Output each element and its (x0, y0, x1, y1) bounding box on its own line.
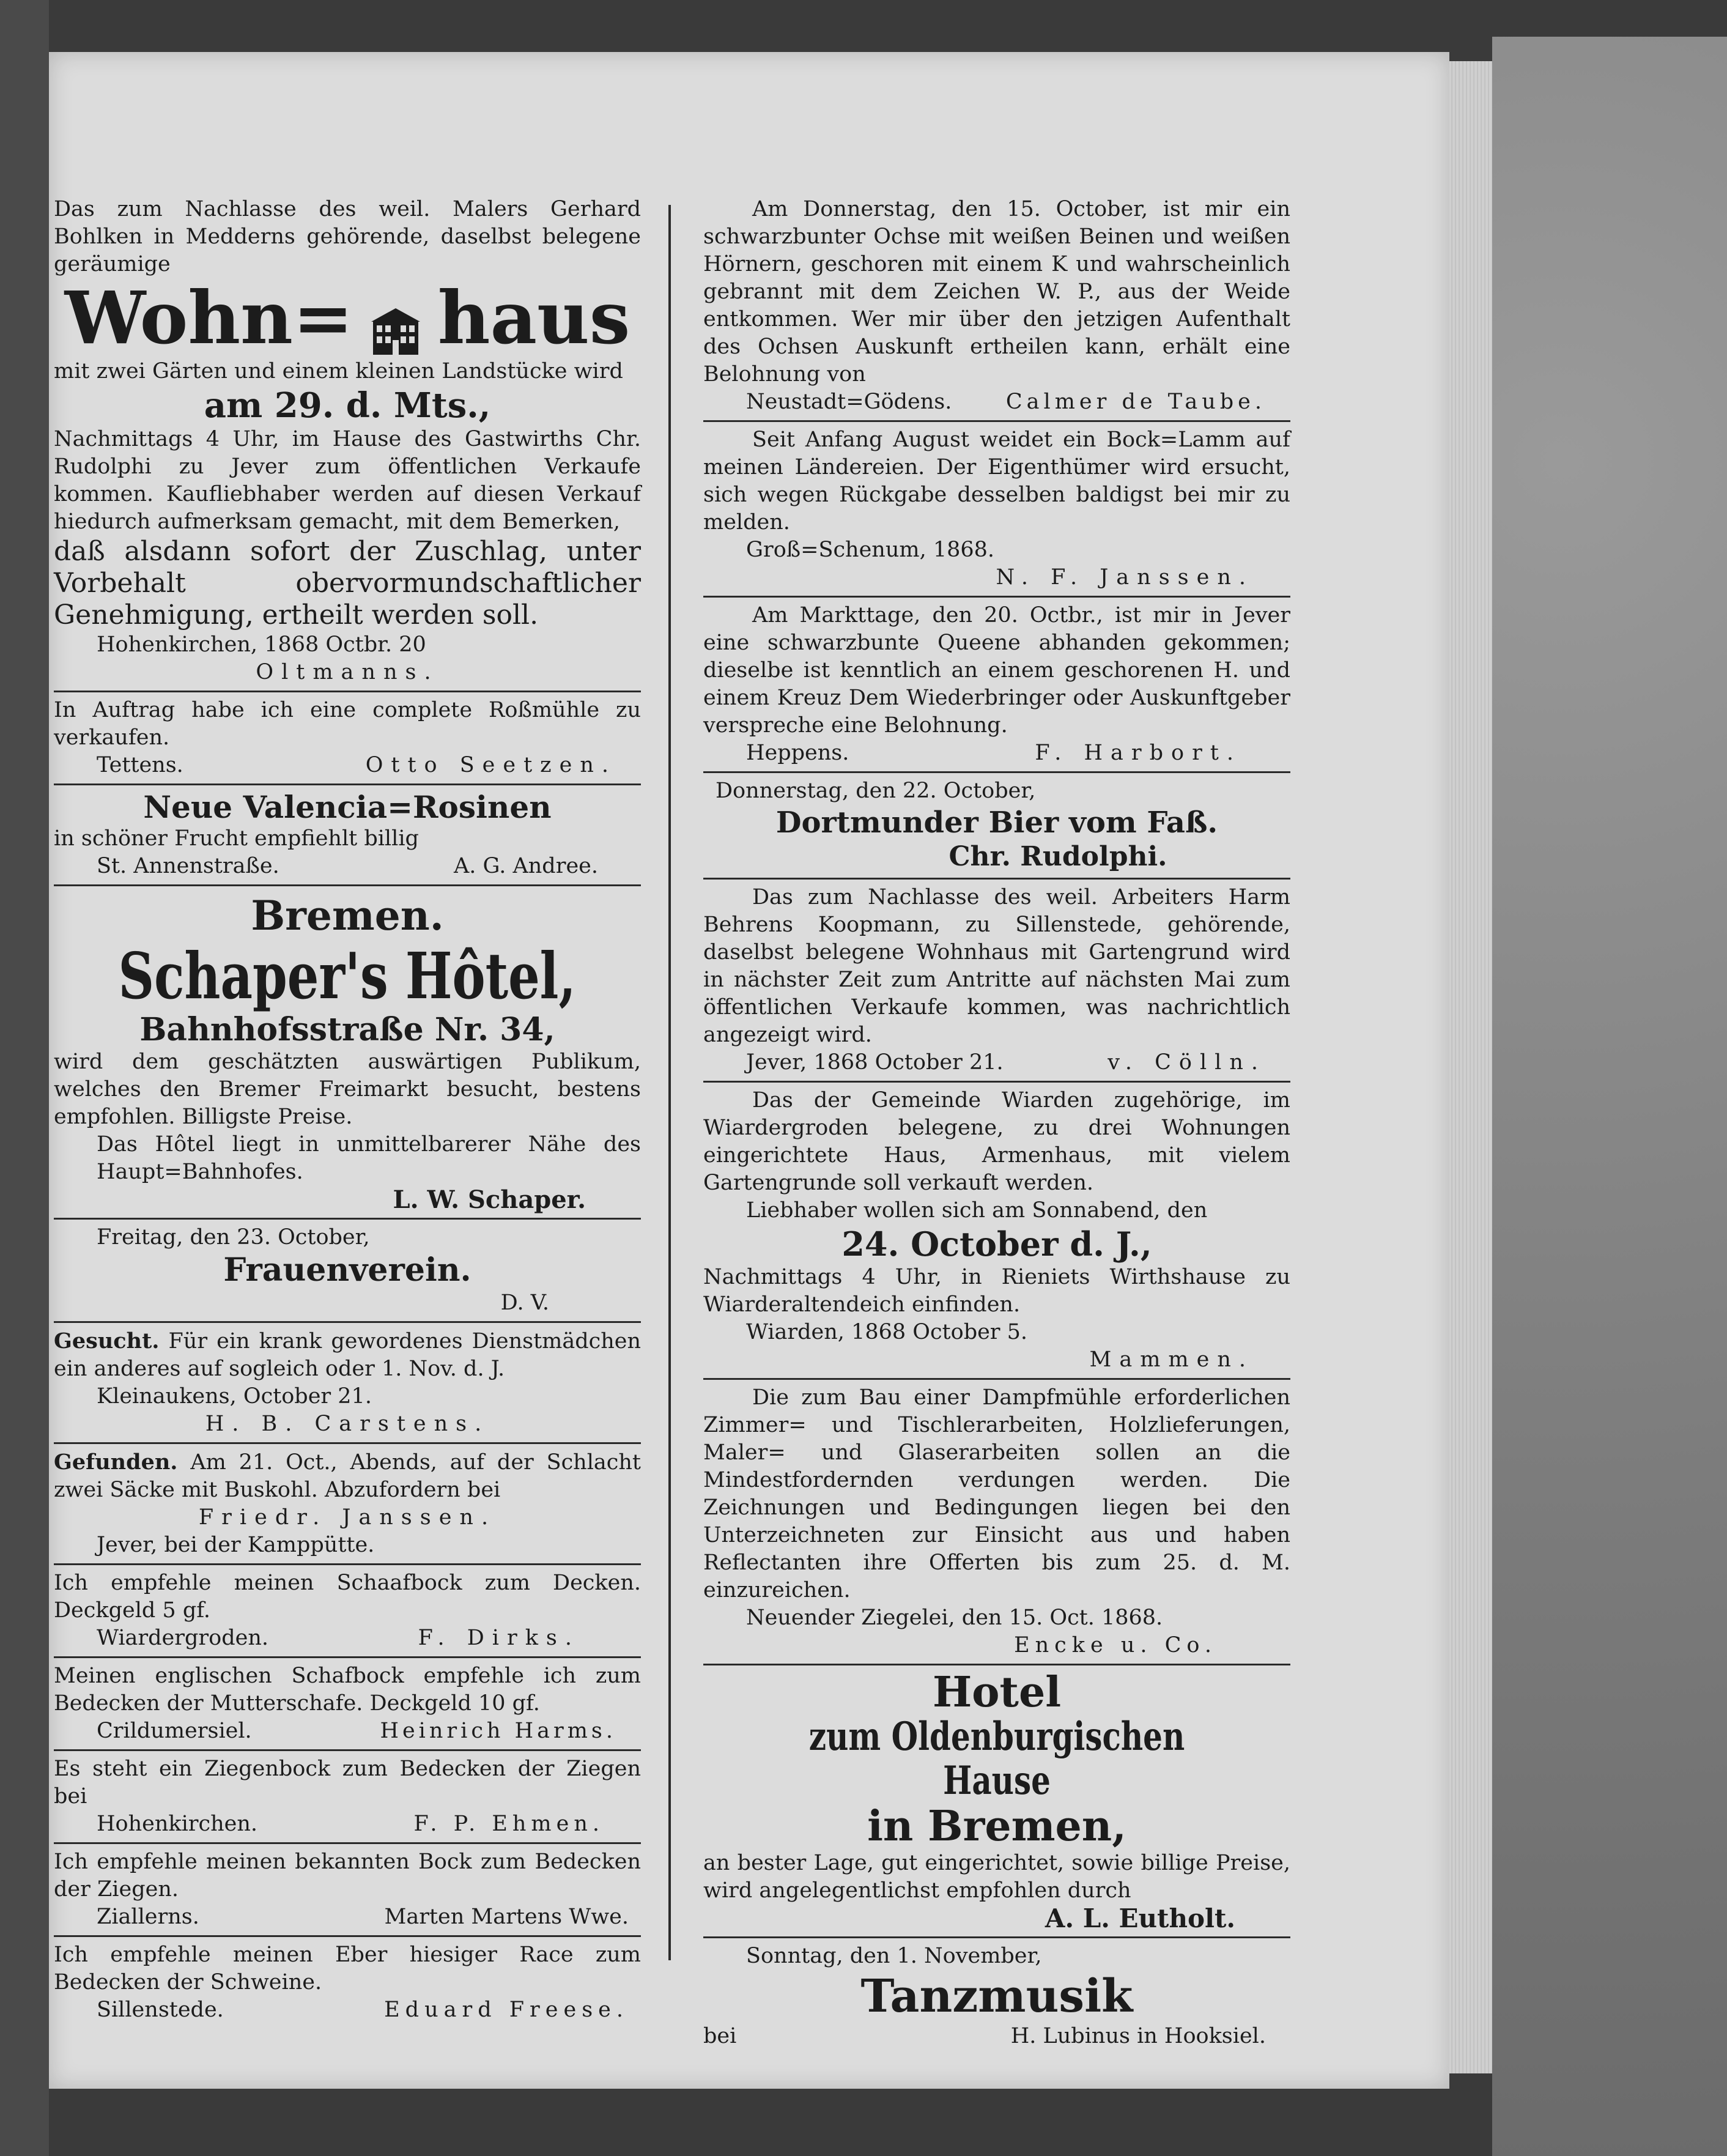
ad-intro: Das zum Nachlasse des weil. Malers Gerhard Bohlken in Medderns gehörende, daselbst belegene geräumige (54, 197, 641, 276)
ad-text: Nachmittags 4 Uhr, im Hause des Gastwirths Chr. Rudolphi zu Jever zum öffentlichen Verkaufe kommen. Kaufliebhaber werden auf diesen Verkauf hiedurch aufmerksam gemacht, mit dem Bemerken, (54, 427, 641, 534)
ad-text: Am Donnerstag, den 15. October, ist mir ein schwarzbunter Ochse mit weißen Beinen und weißen Hörnern, geschoren mit einem K und wahrscheinlich gebrannt mit dem Zeichen W. P., aus der Weide entkommen. Wer mir über den jetzigen Aufenthalt des Ochsen Auskunft ertheilen kann, erhält eine Belohnung von (703, 197, 1290, 387)
ad-divider (703, 771, 1290, 773)
ad-place: Wiardergroden. (97, 1626, 268, 1650)
ad-place: Hohenkirchen. (97, 1812, 258, 1836)
ad-date: Freitag, den 23. October, (97, 1225, 370, 1250)
ad-place: Sillenstede. (97, 1998, 224, 2022)
ad-headline: in Bremen, (867, 1802, 1126, 1851)
ad-text: in schöner Frucht empfiehlt billig (54, 826, 419, 851)
ad-headline: zum Oldenburgischen Hause (808, 1714, 1185, 1804)
page-stack-edge (1449, 61, 1492, 2073)
ad-text: Das der Gemeinde Wiarden zugehörige, im Wiardergroden belegene, zu drei Wohnungen eingerichtete Haus, Armenhaus, mit vielem Gartengrunde soll verkauft werden. (703, 1088, 1290, 1195)
ad-city: Bremen. (251, 892, 444, 939)
column-divider (668, 205, 671, 1960)
scan-left-edge (0, 0, 49, 2156)
ad-divider (703, 1936, 1290, 1938)
ad-signature: Friedr. Janssen. (198, 1505, 497, 1530)
ad-signature: Otto Seetzen. (365, 753, 616, 777)
scan-background-board (1492, 37, 1727, 2156)
ad-place: St. Annenstraße. (97, 854, 279, 878)
ad-place-date: Kleinaukens, October 21. (97, 1384, 372, 1409)
left-column (54, 196, 641, 2024)
ad-signature: v. Cölln. (1108, 1050, 1266, 1075)
ad-text: mit zwei Gärten und einem kleinen Landstücke wird (54, 359, 623, 383)
ad-text: Ich empfehle meinen bekannten Bock zum Bedecken der Ziegen. (54, 1850, 641, 1902)
ad-text: Für ein krank gewordenes Dienstmädchen ein anderes auf sogleich oder 1. Nov. d. J. (54, 1329, 641, 1381)
ad-signature: H. Lubinus in Hooksiel. (1010, 2024, 1266, 2048)
ad-street: Bahnhofsstraße Nr. 34, (139, 1011, 555, 1048)
ad-place: Neustadt=Gödens. (746, 390, 952, 414)
ad-divider (703, 1664, 1290, 1665)
ad-signature: Chr. Rudolphi. (949, 841, 1167, 872)
ad-text: an bester Lage, gut eingerichtet, sowie billige Preise, wird angelegentlichst empfohlen durch (703, 1851, 1290, 1903)
ad-place-date: Jever, 1868 October 21. (746, 1050, 1004, 1075)
ad-signature: F. P. Ehmen. (413, 1812, 604, 1836)
ad-headline: Frauenverein. (223, 1251, 472, 1289)
house-icon (368, 292, 423, 344)
ad-place-date: Hohenkirchen, 1868 Octbr. 20 (97, 632, 426, 657)
ad-divider (703, 596, 1290, 598)
ad-signature: H. B. Carstens. (205, 1412, 490, 1436)
ad-place: Jever, bei der Kamppütte. (97, 1533, 375, 1557)
ad-date: Sonntag, den 1. November, (746, 1944, 1042, 1968)
ad-divider (54, 1749, 641, 1751)
ad-divider (703, 878, 1290, 880)
ad-signature: Eduard Freese. (384, 1998, 629, 2022)
ad-lead: Gesucht. (54, 1328, 160, 1354)
ad-text: Liebhaber wollen sich am Sonnabend, den (746, 1198, 1208, 1223)
ad-bold-text: daß alsdann sofort der Zuschlag, unter Vorbehalt obervormundschaftlicher Genehmigung, ertheilt werden soll. (54, 536, 641, 631)
ad-divider (54, 1935, 641, 1937)
ad-signature: Heinrich Harms. (380, 1719, 616, 1743)
ad-divider (54, 884, 641, 886)
ad-divider (54, 783, 641, 785)
ad-date: am 29. d. Mts., (204, 385, 491, 426)
ad-text: Es steht ein Ziegenbock zum Bedecken der Ziegen bei (54, 1757, 641, 1809)
ad-divider (54, 1321, 641, 1323)
ad-divider (54, 1842, 641, 1844)
ad-headline: Hotel (932, 1668, 1062, 1717)
ad-text: Am 21. Oct., Abends, auf der Schlacht zwei Säcke mit Buskohl. Abzufordern bei (54, 1450, 641, 1502)
ad-signature: N. F. Janssen. (996, 565, 1254, 590)
ad-text: Am Markttage, den 20. Octbr., ist mir in Jever eine schwarzbunte Queene abhanden gekommen; dieselbe ist kenntlich an einem geschorenen H. und einem Kreuz Dem Wiederbringer oder Auskunftgeber verspreche eine Belohnung. (703, 603, 1290, 738)
ad-signature: Mammen. (1089, 1347, 1254, 1372)
ad-divider (54, 1442, 641, 1444)
ad-divider (54, 1563, 641, 1565)
ad-text: Die zum Bau einer Dampfmühle erforderlichen Zimmer= und Tischlerarbeiten, Holzlieferungen, Maler= und Glaserarbeiten sollen an die Mindestfordernden verdungen werden. Die Zeichnungen und Bedingungen liegen bei den Unterzeichneten zur Einsicht aus und haben Reflectanten ihre Offerten bis zum 25. d. M. einzureichen. (703, 1385, 1290, 1602)
ad-signature: Marten Martens Wwe. (384, 1905, 629, 1929)
ad-place-date: Wiarden, 1868 October 5. (746, 1320, 1028, 1344)
ad-divider (54, 1656, 641, 1658)
right-column (703, 196, 1290, 2050)
ad-signature: F. Dirks. (418, 1626, 580, 1650)
ad-hotel-name: Schaper's Hôtel, (118, 938, 577, 1013)
ad-lead: Gefunden. (54, 1450, 178, 1475)
ad-text: Ich empfehle meinen Schaafbock zum Decken. Deckgeld 5 gf. (54, 1571, 641, 1623)
ad-place-date: Neuender Ziegelei, den 15. Oct. 1868. (746, 1606, 1163, 1630)
ad-headline: Dortmunder Bier vom Faß. (775, 806, 1218, 840)
ad-headline: Wohn= haus (64, 275, 631, 360)
ad-text: Das zum Nachlasse des weil. Arbeiters Harm Behrens Koopmann, zu Sillenstede, gehörende, daselbst belegene Wohnhaus mit Gartengrund wird in nächster Zeit zum Antritte auf nächsten Mai zum öffentlichen Verkaufe kommen, was nachrichtlich angezeigt wird. (703, 885, 1290, 1047)
ad-signature: Encke u. Co. (1014, 1633, 1217, 1658)
ad-divider (703, 420, 1290, 422)
ad-text: bei (703, 2024, 737, 2048)
ad-place: Heppens. (746, 741, 849, 765)
ad-date: 24. October d. J., (841, 1224, 1152, 1264)
ad-date: Donnerstag, den 22. October, (716, 779, 1036, 803)
ad-divider (54, 1218, 641, 1220)
ad-headline: Tanzmusik (860, 1970, 1133, 2023)
ad-text: Ich empfehle meinen Eber hiesiger Race zum Bedecken der Schweine. (54, 1943, 641, 1995)
ad-divider (54, 691, 641, 692)
ad-divider (703, 1081, 1290, 1083)
ad-text: In Auftrag habe ich eine complete Roßmühle zu verkaufen. (54, 698, 641, 750)
ad-signature: A. L. Eutholt. (1045, 1903, 1235, 1933)
ad-place: Ziallerns. (97, 1905, 199, 1929)
ad-signature: Oltmanns. (256, 660, 439, 684)
ad-headline: Neue Valencia=Rosinen (143, 789, 552, 825)
ad-text: Nachmittags 4 Uhr, in Rieniets Wirthshause zu Wiarderaltendeich einfinden. (703, 1265, 1290, 1317)
ad-signature: L. W. Schaper. (393, 1185, 586, 1214)
ad-signature: D. V. (500, 1291, 549, 1315)
ad-divider (703, 1378, 1290, 1380)
ad-text: Seit Anfang August weidet ein Bock=Lamm auf meinen Ländereien. Der Eigenthümer wird ersucht, sich wegen Rückgabe desselben baldigst bei mir zu melden. (703, 428, 1290, 535)
ad-text: Das Hôtel liegt in unmittelbarerer Nähe des Haupt=Bahnhofes. (97, 1132, 641, 1184)
ad-place: Crildumersiel. (97, 1719, 252, 1743)
ad-place-date: Groß=Schenum, 1868. (746, 538, 995, 562)
ad-text: wird dem geschätzten auswärtigen Publikum, welches den Bremer Freimarkt besucht, bestens empfohlen. Billigste Preise. (54, 1050, 641, 1129)
ad-text: Meinen englischen Schafbock empfehle ich zum Bedecken der Mutterschafe. Deckgeld 10 gf. (54, 1664, 641, 1716)
ad-signature: Calmer de Taube. (1005, 390, 1266, 414)
ad-place: Tettens. (97, 753, 183, 777)
ad-signature: A. G. Andree. (454, 854, 598, 878)
ad-signature: F. Harbort. (1035, 741, 1241, 765)
